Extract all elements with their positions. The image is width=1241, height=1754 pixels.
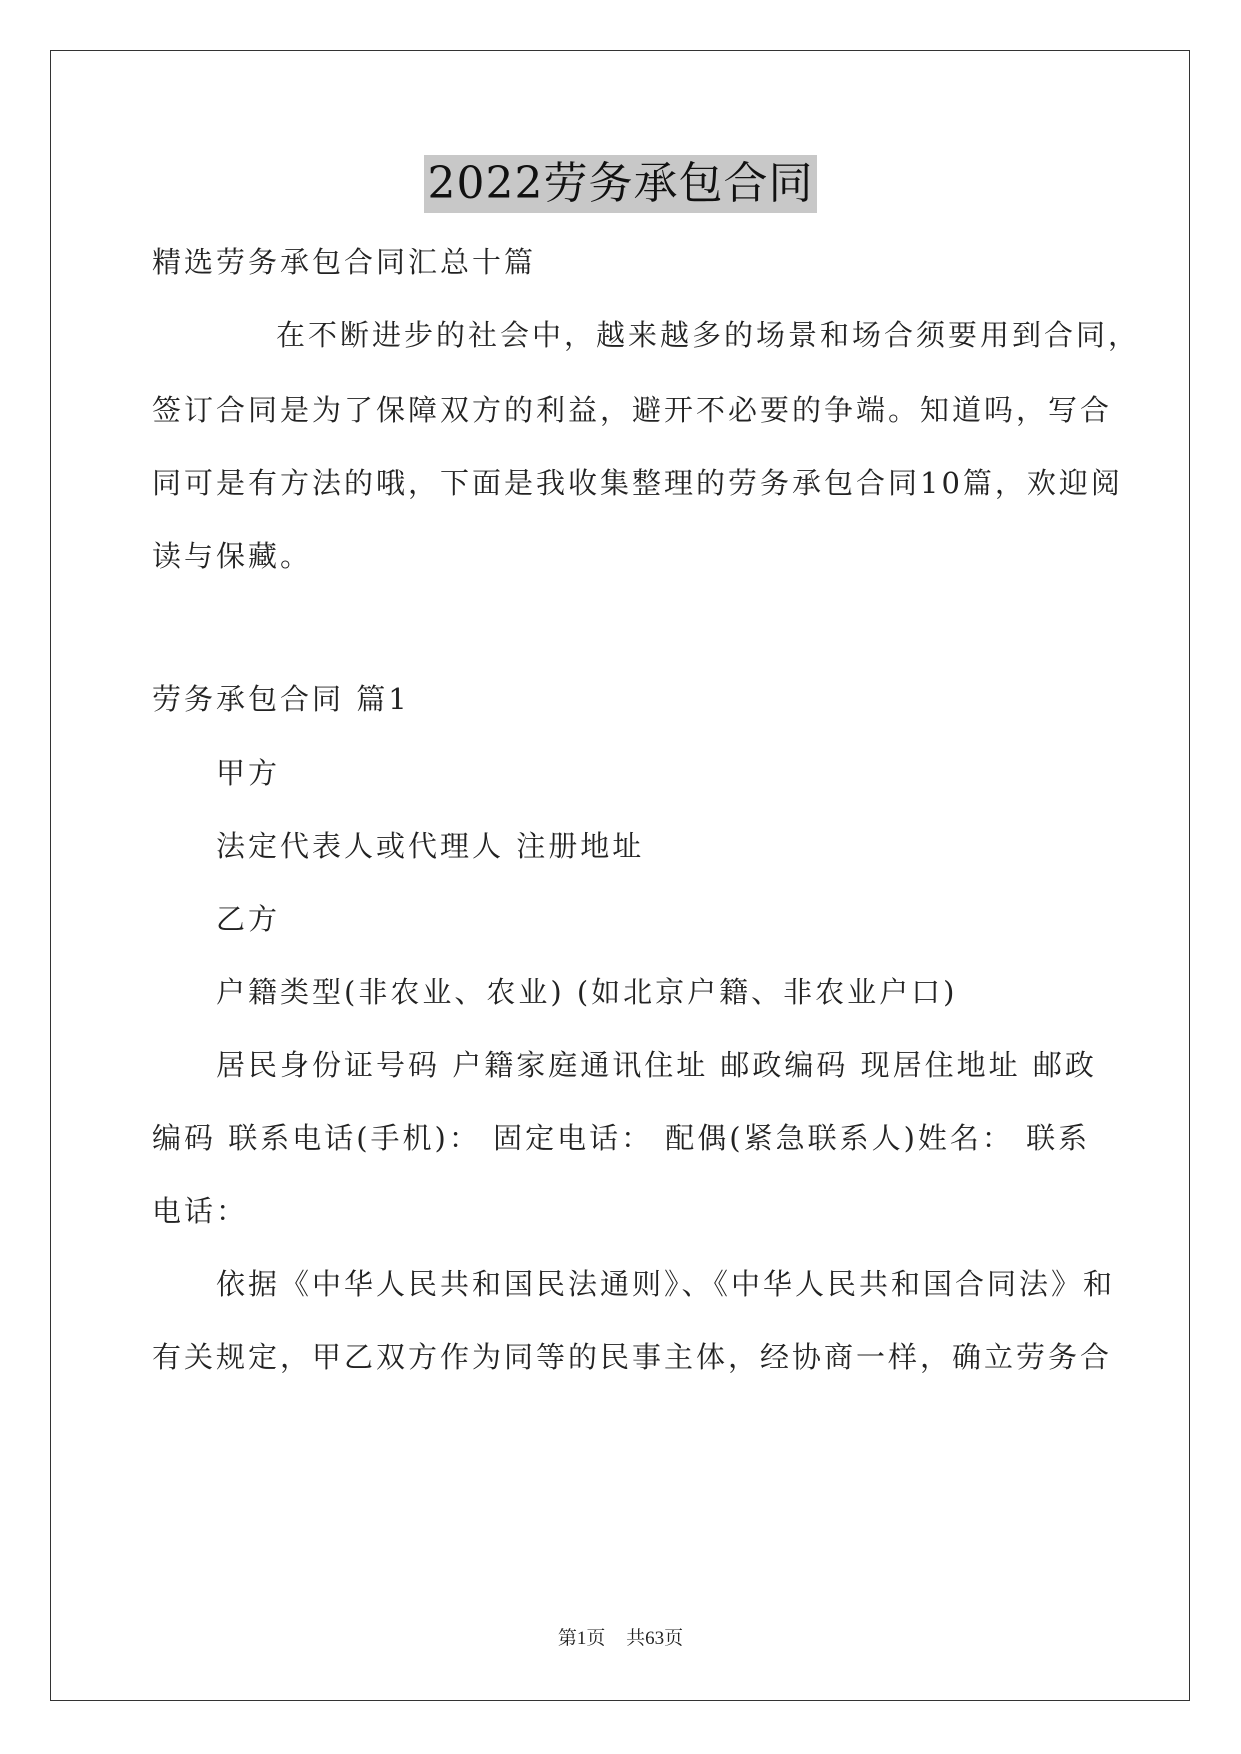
contact-line: 电话：	[152, 1194, 249, 1228]
document-subtitle: 精选劳务承包合同汇总十篇	[152, 245, 537, 279]
page-border	[50, 50, 1190, 1701]
household-type: 户籍类型(非农业、农业) (如北京户籍、非农业户口)	[216, 975, 958, 1009]
title-container	[0, 155, 1241, 213]
intro-line: 读与保藏。	[152, 539, 313, 573]
section-heading: 劳务承包合同 篇1	[152, 682, 410, 716]
document-title: 2022劳务承包合同	[424, 155, 818, 213]
basis-line: 依据《中华人民共和国民法通则》、《中华人民共和国合同法》和	[216, 1267, 1116, 1301]
party-b-label: 乙方	[216, 902, 281, 936]
contact-line: 编码 联系电话(手机)： 固定电话： 配偶(紧急联系人)姓名： 联系	[152, 1121, 1091, 1155]
page-number-current: 第1页	[557, 1628, 606, 1649]
intro-line: 签订合同是为了保障双方的利益，避开不必要的争端。知道吗，写合	[152, 393, 1113, 427]
intro-line: 在不断进步的社会中，越来越多的场景和场合须要用到合同，	[276, 318, 1141, 352]
party-a-representative: 法定代表人或代理人 注册地址	[216, 829, 645, 863]
page-number-total: 共63页	[626, 1628, 684, 1649]
contact-line: 居民身份证号码 户籍家庭通讯住址 邮政编码 现居住地址 邮政	[216, 1048, 1097, 1082]
basis-line: 有关规定，甲乙双方作为同等的民事主体，经协商一样，确立劳务合	[152, 1340, 1113, 1374]
party-a-label: 甲方	[216, 756, 281, 790]
page-footer	[0, 1623, 1241, 1650]
intro-line: 同可是有方法的哦，下面是我收集整理的劳务承包合同10篇，欢迎阅	[152, 466, 1123, 500]
